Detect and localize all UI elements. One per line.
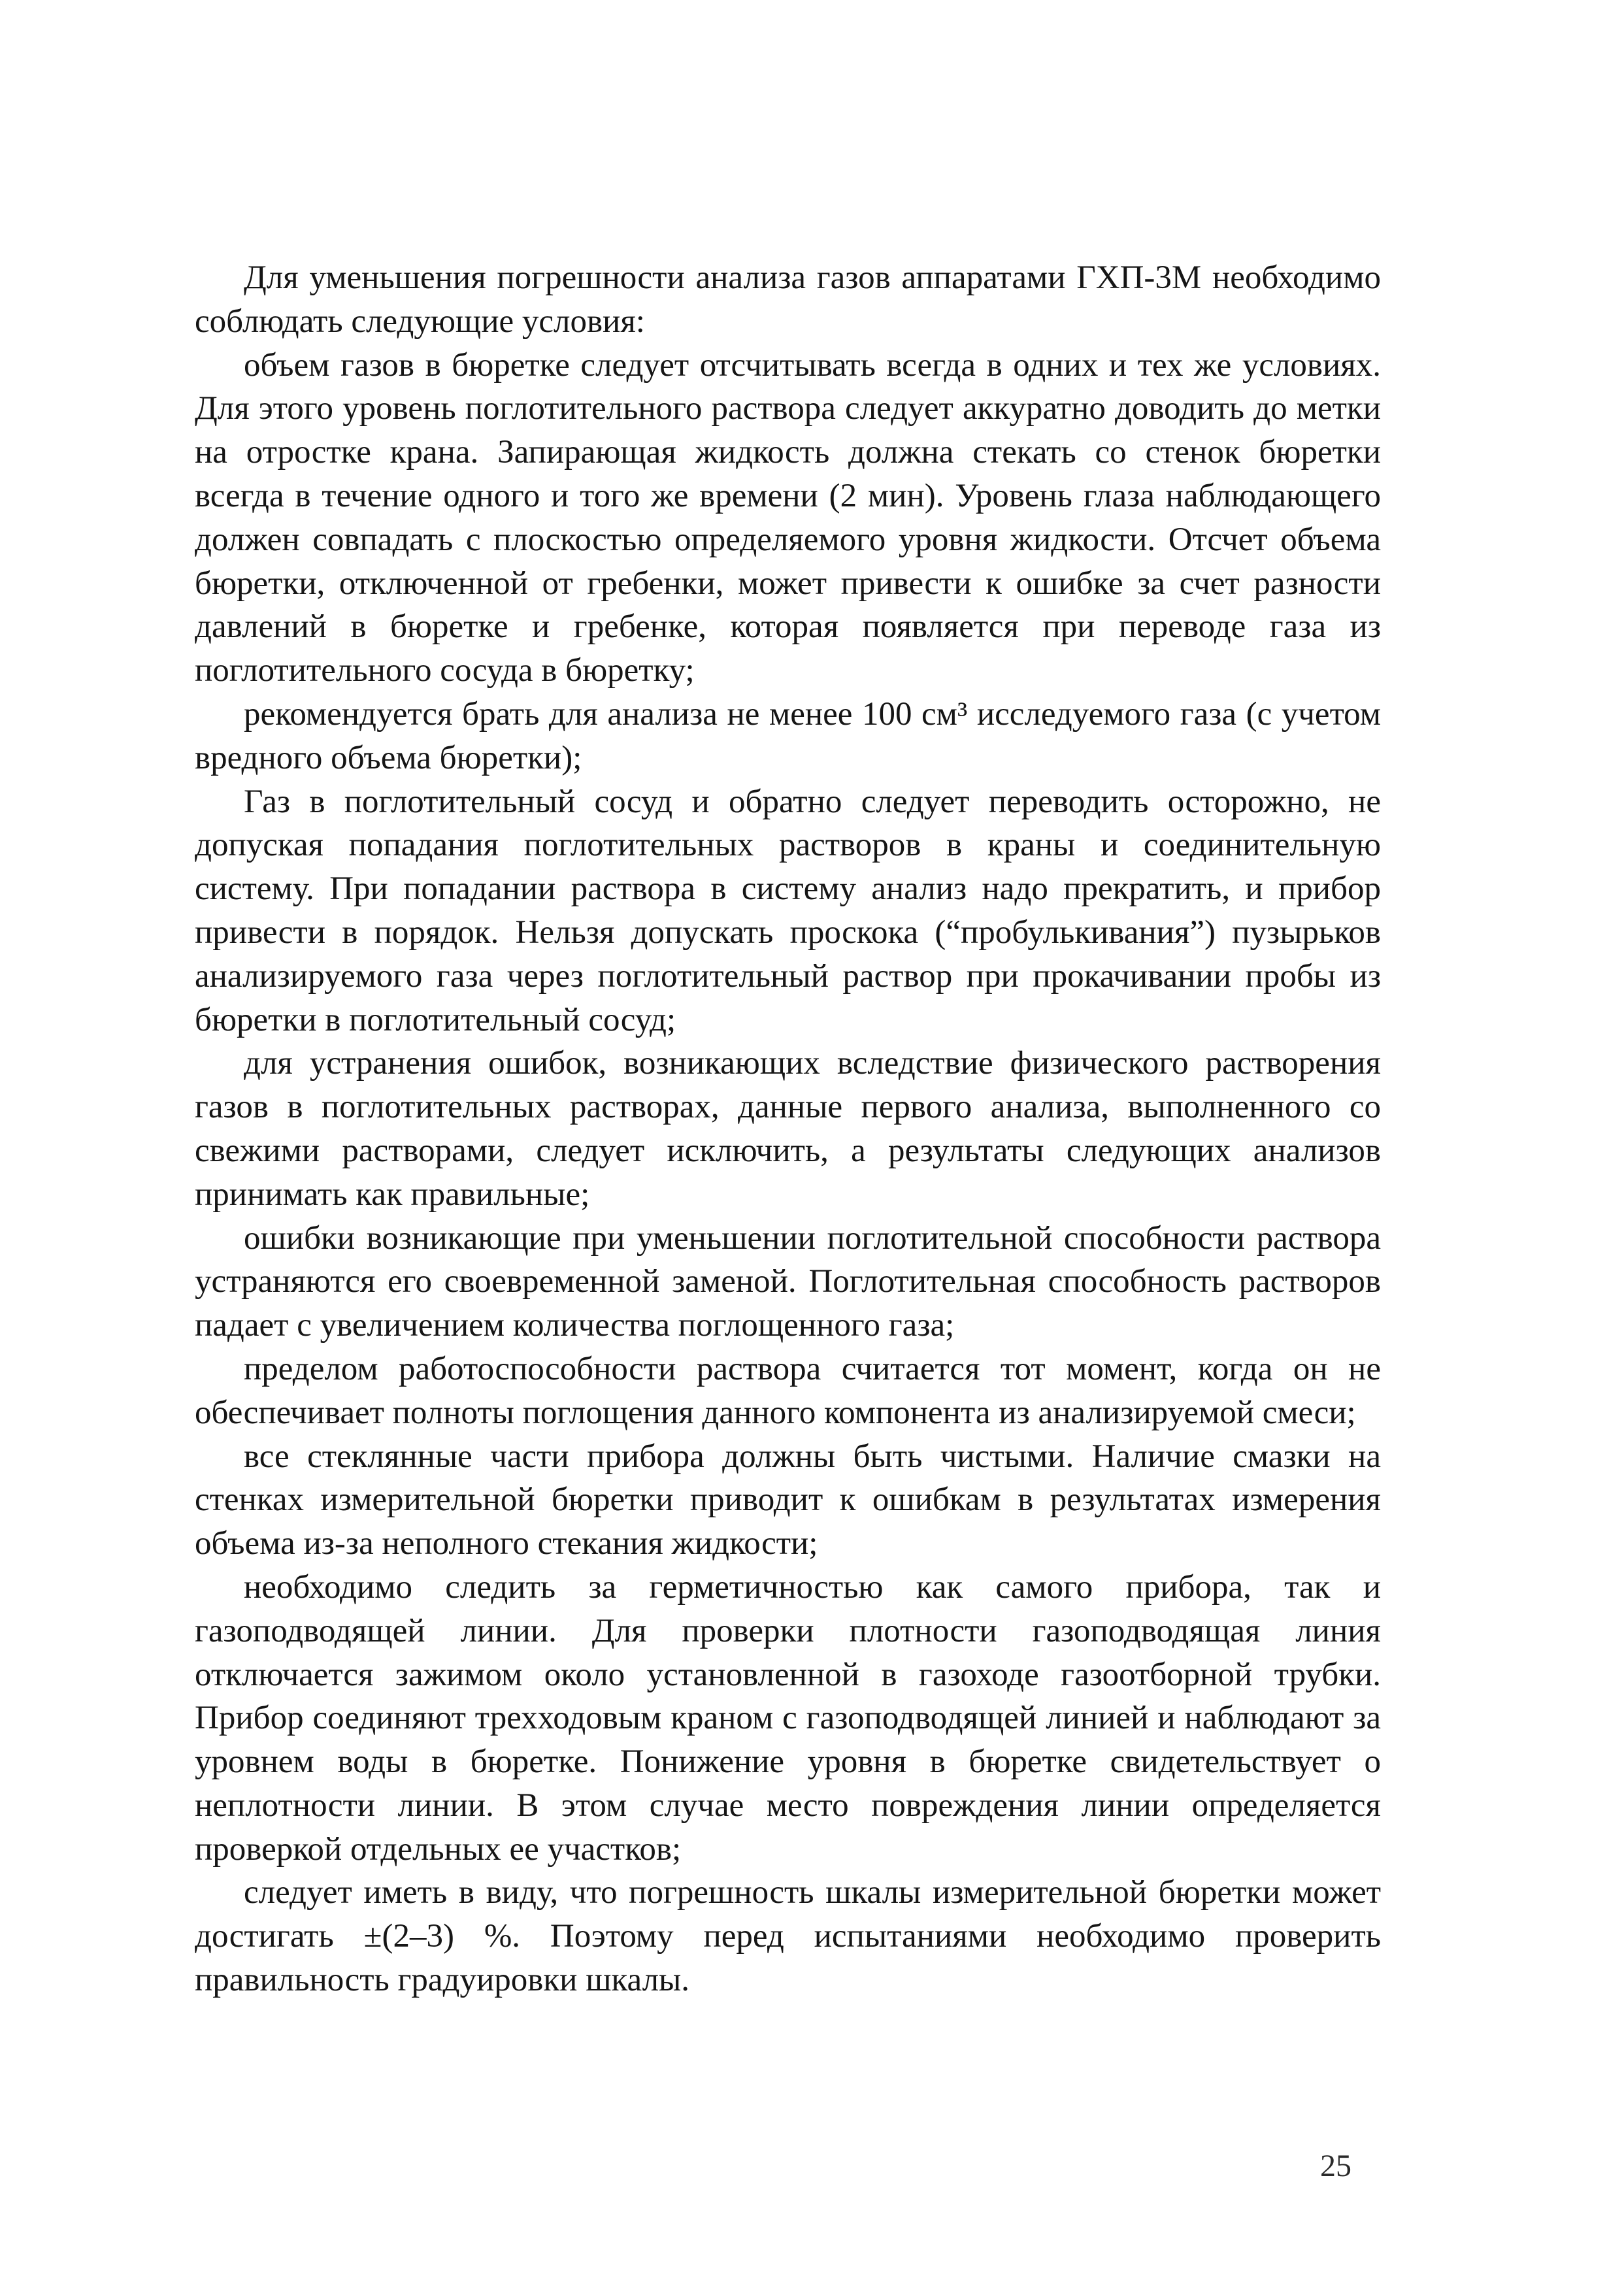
paragraph-intro: Для уменьшения погрешности анализа газов аппаратами ГХП-3М необходимо соблюдать следующие условия:	[195, 259, 1381, 340]
paragraph-tightness: необходимо следить за герметичностью как самого прибора, так и газоподводящей линии. Для проверки плотности газоподводящая линия отключается зажимом около установленной в газоходе газоотборной трубки. Прибор соединяют трехходовым краном с газоподводящей линией и наблюдают за уровнем воды в бюретке. Понижение уровня в бюретке свидетельствует о неплотности линии. В этом случае место повреждения линии определяется проверкой отдельных ее участков;	[195, 1568, 1381, 1868]
paragraph-clean-glass: все стеклянные части прибора должны быть чистыми. Наличие смазки на стенках измерительной бюретки приводит к ошибкам в результатах измерения объема из-за неполного стекания жидкости;	[195, 1438, 1381, 1562]
page-number: 25	[1320, 2149, 1351, 2183]
body-text	[195, 256, 1381, 2002]
paragraph-absorption-capacity: ошибки возникающие при уменьшении поглотительной способности раствора устраняются его своевременной заменой. Поглотительная способность растворов падает с увеличением количества поглощенного газа;	[195, 1219, 1381, 1344]
paragraph-sample-volume: рекомендуется брать для анализа не менее 100 см³ исследуемого газа (с учетом вредного объема бюретки);	[195, 695, 1381, 776]
paragraph-burette-volume: объем газов в бюретке следует отсчитывать всегда в одних и тех же условиях. Для этого уровень поглотительного раствора следует аккуратно доводить до метки на отростке крана. Запирающая жидкость должна стекать со стенок бюретки всегда в течение одного и того же времени (2 мин). Уровень глаза наблюдающего должен совпадать с плоскостью определяемого уровня жидкости. Отсчет объема бюретки, отключенной от гребенки, может привести к ошибке за счет разности давлений в бюретке и гребенке, которая появляется при переводе газа из поглотительного сосуда в бюретку;	[195, 346, 1381, 689]
paragraph-dissolution-errors: для устранения ошибок, возникающих вследствие физического растворения газов в поглотительных растворах, данные первого анализа, выполненного со свежими растворами, следует исключить, а результаты следующих анализов принимать как правильные;	[195, 1045, 1381, 1213]
paragraph-gas-transfer: Газ в поглотительный сосуд и обратно следует переводить осторожно, не допуская попадания поглотительных растворов в краны и соединительную систему. При попадании раствора в систему анализ надо прекратить, и прибор привести в порядок. Нельзя допускать проскока (“пробулькивания”) пузырьков анализируемого газа через поглотительный раствор при прокачивании пробы из бюретки в поглотительный сосуд;	[195, 783, 1381, 1038]
paragraph-working-limit: пределом работоспособности раствора считается тот момент, когда он не обеспечивает полноты поглощения данного компонента из анализируемой смеси;	[195, 1350, 1381, 1431]
paragraph-scale-error: следует иметь в виду, что погрешность шкалы измерительной бюретки может достигать ±(2–3) %. Поэтому перед испытаниями необходимо проверить правильность градуировки шкалы.	[195, 1874, 1381, 1999]
